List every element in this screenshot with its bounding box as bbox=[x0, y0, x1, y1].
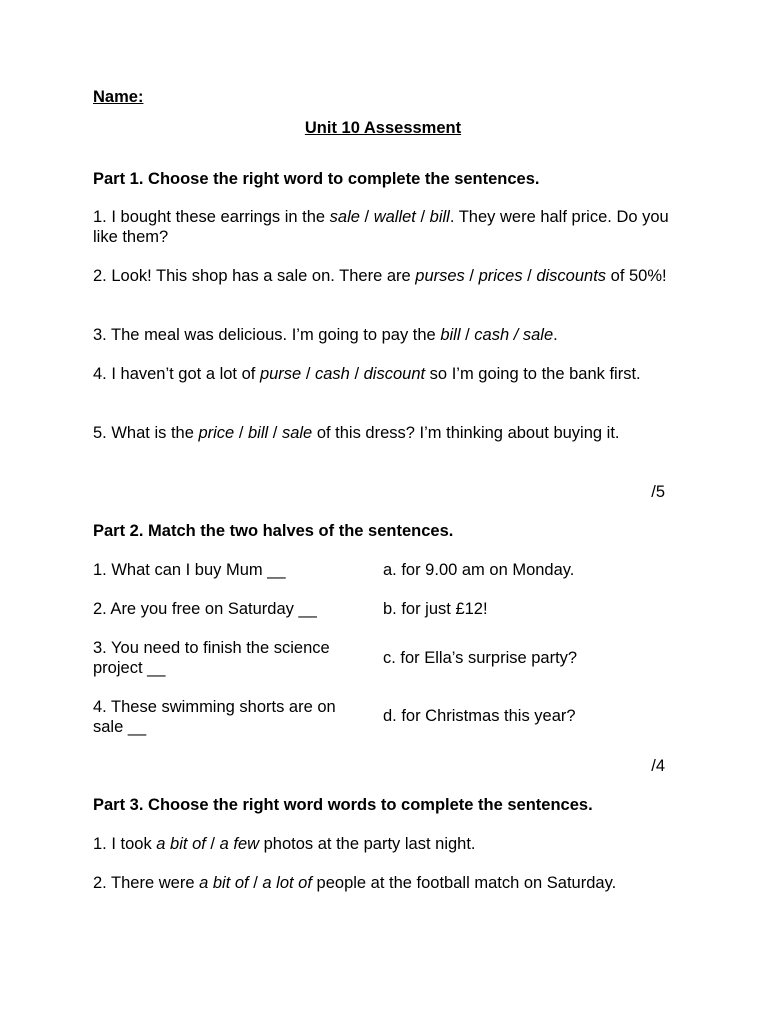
option-word: discount bbox=[363, 365, 426, 383]
option-word: sale bbox=[329, 208, 360, 226]
part1-question-3 bbox=[93, 325, 673, 345]
option-word: bill bbox=[429, 208, 450, 226]
part1-question-2 bbox=[93, 266, 673, 286]
option-separator: / bbox=[205, 835, 220, 853]
worksheet-page bbox=[93, 0, 673, 1024]
part3-question-1 bbox=[93, 834, 673, 854]
match-left-3: 3. You need to finish the science project __ bbox=[93, 639, 330, 677]
option-separator: / bbox=[464, 267, 479, 285]
option-word: a few bbox=[219, 835, 260, 853]
option-word: bill bbox=[248, 424, 269, 442]
option-separator: / bbox=[248, 874, 263, 892]
question-text: 3. The meal was delicious. I’m going to pay the bbox=[93, 326, 441, 344]
match-right-a: a. for 9.00 am on Monday. bbox=[383, 561, 575, 579]
option-word: prices bbox=[478, 267, 523, 285]
option-word: purse bbox=[259, 365, 302, 383]
option-word: a lot of bbox=[262, 874, 312, 892]
question-text: 2. There were bbox=[93, 874, 200, 892]
match-right-d: d. for Christmas this year? bbox=[383, 707, 576, 725]
option-word: a bit of bbox=[199, 874, 249, 892]
match-left-1: 1. What can I buy Mum __ bbox=[93, 561, 286, 579]
option-word: sale bbox=[281, 424, 313, 442]
name-label: Name: bbox=[93, 88, 144, 106]
option-word: cash bbox=[315, 365, 350, 383]
part2-heading: Part 2. Match the two halves of the sentences. bbox=[93, 522, 454, 540]
part3-question-2 bbox=[93, 873, 673, 893]
part2-score: /4 bbox=[651, 757, 665, 775]
option-word: price bbox=[198, 424, 235, 442]
part3-heading: Part 3. Choose the right word words to complete the sentences. bbox=[93, 796, 593, 814]
option-separator: / bbox=[415, 208, 430, 226]
page-title: Unit 10 Assessment bbox=[304, 119, 462, 137]
option-word: wallet bbox=[373, 208, 416, 226]
part1-question-4 bbox=[93, 364, 673, 384]
option-word: bill bbox=[440, 326, 461, 344]
question-text: 1. I took bbox=[93, 835, 157, 853]
option-separator: / bbox=[460, 326, 475, 344]
match-right-b: b. for just £12! bbox=[383, 600, 488, 618]
question-text: 4. I haven’t got a lot of bbox=[93, 365, 260, 383]
question-text: 5. What is the bbox=[93, 424, 199, 442]
match-left-4: 4. These swimming shorts are on sale __ bbox=[93, 698, 336, 736]
option-separator: / bbox=[268, 424, 282, 442]
option-separator: / bbox=[234, 424, 248, 442]
option-separator: / bbox=[359, 208, 374, 226]
option-word: cash / sale bbox=[474, 326, 554, 344]
question-text: 1. I bought these earrings in the bbox=[93, 208, 330, 226]
part1-question-1 bbox=[93, 207, 673, 247]
question-text: so I’m going to the bank first. bbox=[425, 365, 641, 383]
part1-heading: Part 1. Choose the right word to complete the sentences. bbox=[93, 170, 540, 188]
part1-question-5 bbox=[93, 423, 673, 443]
question-text: photos at the party last night. bbox=[259, 835, 476, 853]
question-text: people at the football match on Saturday. bbox=[311, 874, 617, 892]
option-separator: / bbox=[301, 365, 315, 383]
option-word: purses bbox=[415, 267, 465, 285]
match-left-2: 2. Are you free on Saturday __ bbox=[93, 600, 317, 618]
option-separator: / bbox=[522, 267, 537, 285]
question-text: of 50%! bbox=[606, 267, 667, 285]
part1-score: /5 bbox=[651, 483, 665, 501]
question-text: . They were half price. Do you like them? bbox=[93, 208, 669, 246]
question-text: . bbox=[553, 326, 558, 344]
question-text: of this dress? I’m thinking about buying it. bbox=[312, 424, 620, 442]
option-word: discounts bbox=[536, 267, 607, 285]
question-text: 2. Look! This shop has a sale on. There are bbox=[93, 267, 416, 285]
option-word: a bit of bbox=[156, 835, 206, 853]
option-separator: / bbox=[349, 365, 364, 383]
match-right-c: c. for Ella’s surprise party? bbox=[383, 649, 578, 667]
